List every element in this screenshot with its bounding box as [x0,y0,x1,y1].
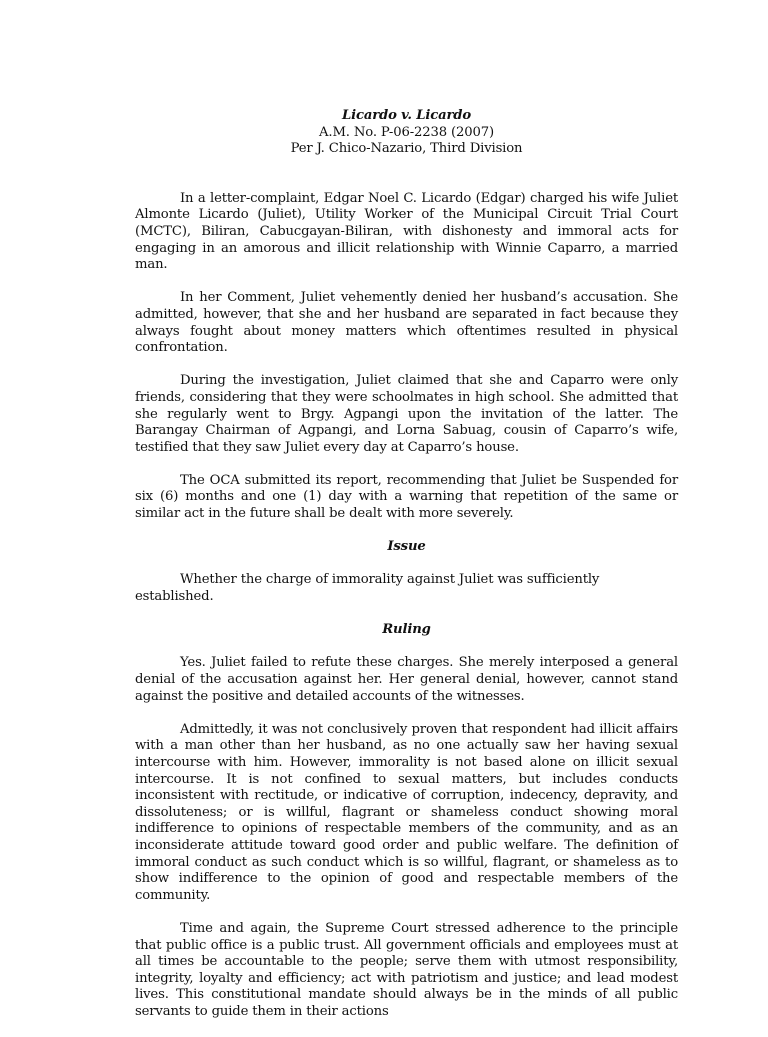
facts-paragraph: In her Comment, Juliet vehemently denied her husband’s accusation. She admitted, however, that she and her husband are separated in fact because they always fought about money matters which oftentimes resulted in physical confrontation. [135,290,678,356]
facts-paragraph: In a letter-complaint, Edgar Noel C. Licardo (Edgar) charged his wife Juliet Almonte Licardo (Juliet), Utility Worker of the Municipal Circuit Trial Court (MCTC), Biliran, Cabucgayan-Biliran, with dishonesty and immoral acts for engaging in an amorous and illicit relationship with Winnie Caparro, a married man. [135,190,678,273]
case-title: Licardo v. Licardo [341,108,472,123]
issue-paragraph: Whether the charge of immorality against Juliet was sufficiently established. [135,572,600,605]
issue-heading: Issue [387,539,426,555]
case-number: A.M. No. P-06-2238 (2007) [319,124,494,140]
case-header [135,108,678,158]
ruling-paragraph: Time and again, the Supreme Court stressed adherence to the principle that public office is a public trust. All government officials and employees must at all times be accountable to the people; serve them with utmost responsibility, integrity, loyalty and efficiency; act with patriotism and justice; and lead modest lives. This constitutional mandate should always be in the minds of all public servants to guide them in their actions [135,920,678,1019]
ponente-line: Per J. Chico-Nazario, Third Division [290,141,523,157]
facts-paragraph: During the investigation, Juliet claimed that she and Caparro were only friends, considering that they were schoolmates in high school. She admitted that she regularly went to Brgy. Agpangi upon the invitation of the latter. The Barangay Chairman of Agpangi, and Lorna Sabuag, cousin of Caparro’s wife, testified that they saw Juliet every day at Caparro’s house. [135,373,678,455]
facts-paragraph: The OCA submitted its report, recommending that Juliet be Suspended for six (6) months and one (1) day with a warning that repetition of the same or similar act in the future shall be dealt with more severely. [135,472,678,522]
ruling-paragraph: Admittedly, it was not conclusively proven that respondent had illicit affairs with a man other than her husband, as no one actually saw her having sexual intercourse with him. However, immorality is not based alone on illicit sexual intercourse. It is not confined to sexual matters, but includes conducts inconsistent with rectitude, or indicative of corruption, indecency, depravity, and dissoluteness; or is willful, flagrant or shameless conduct showing moral indifference to opinions of respectable members of the community, and as an inconsiderate attitude toward good order and public welfare. The definition of immoral conduct as such conduct which is so willful, flagrant, or shameless as to show indifference to the opinion of good and respectable members of the community. [135,721,678,903]
ruling-heading: Ruling [382,622,431,638]
document-body [135,108,678,1037]
ruling-paragraph: Yes. Juliet failed to refute these charges. She merely interposed a general denial of the accusation against her. Her general denial, however, cannot stand against the positive and detailed accounts of the witnesses. [135,655,678,704]
